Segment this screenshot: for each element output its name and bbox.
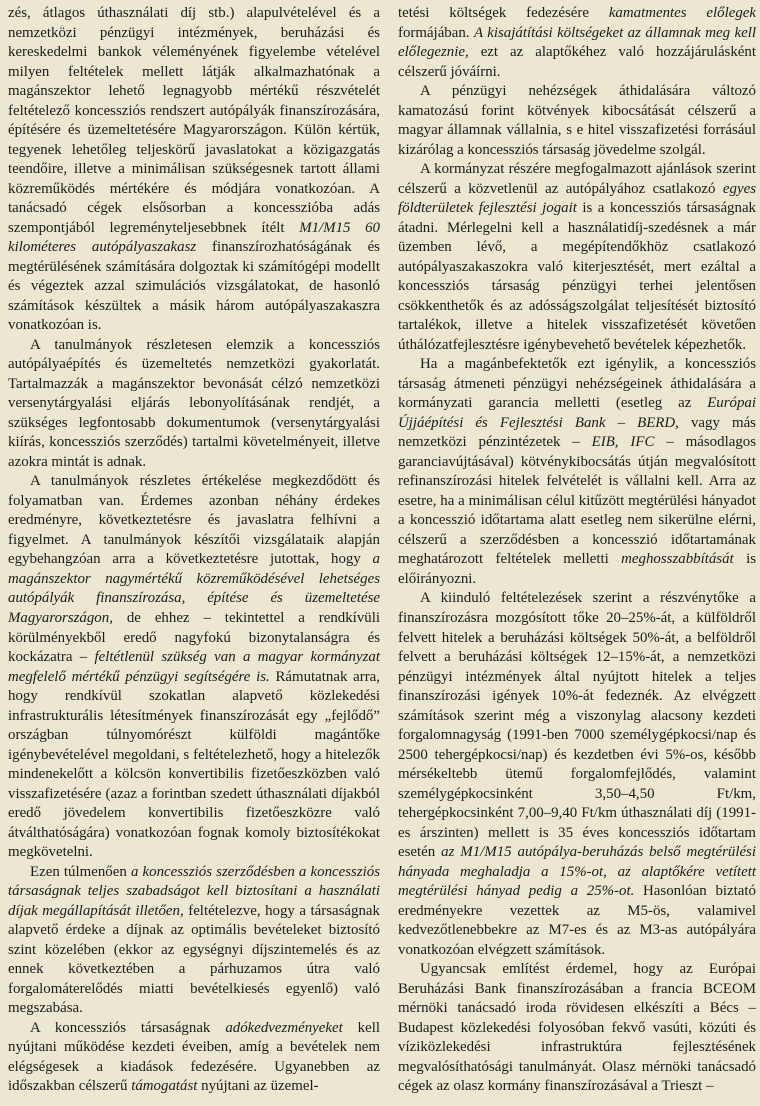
emphasized-text: adókedvezményeket [225, 1019, 343, 1036]
body-text: finanszírozhatóságának és megtérülésének számítására dolgoztak ki számítógépi modellt és végeztek azzal szimulációs vizsgálatokat, de hasonló számítások készültek a másik három autópályaszakaszra vonatkozóan is. [8, 239, 380, 334]
body-text: kell nyújtani működése kezdeti éveiben, amíg a bevételek nem elégségesek a kiadások fedezésére. Ugyanebben az időszakban célszerű [8, 1019, 380, 1095]
emphasized-text: feltétlenül szükség van a magyar kormányzat megfelelő mértékű pénzügyi segítségére is. [8, 649, 380, 685]
body-text: ezt az alaptőkéhez való hozzájárulásként célszerű jóváírni. [398, 44, 756, 80]
body-text: A tanulmányok részletesen elemzik a koncessziós autópályaépítés és üzemeltetés nemzetközi gyakorlatát. Tartalmazzák a magánszektor bevonását célzó nemzetközi versenytárgyalási eljárás lebonyolításának rendjét, a szükséges legfontosabb dokumentumok (versenytárgyalási kiírás, koncessziós szerződés) tartalmi követelményeit, illetve azokra mintát is adnak. [8, 336, 380, 470]
body-text: tetési költségek fedezésére [398, 5, 609, 21]
body-text: formájában. [398, 24, 474, 41]
body-text: A kormányzat részére megfogalmazott ajánlások szerint célszerű a közvetlenül az autópályához csatlakozó [398, 161, 756, 197]
emphasized-text: kamatmentes előlegek [608, 5, 756, 21]
emphasized-text: egyes földterületek fejlesztési jogait [398, 180, 756, 217]
body-text: Hasonlóan biztató eredményekre vezettek az M5-ös, valamivel kedvezőtlenebbekre az M7-es és az M3-as autópályára vonatkozóan elvégzett számítások. [398, 883, 756, 958]
emphasized-text: támogatást [131, 1078, 198, 1095]
body-text: , vagy más nemzetközi pénzintézetek – [398, 414, 756, 451]
body-text: Ugyancsak említést érdemel, hogy az Európai Beruházási Bank finanszírozásában a francia BCEOM mérnöki tanácsadó iroda rövidesen elkészíti a Bécs – Budapest közlekedési folyosóban fekvő vasúti, közúti és víziközlekedési infrastruktúra fejlesztésének megvalósíthatósági tanulmányát. Olasz mérnöki tanácsadó cégek az olasz kormány finanszírozásával a Trieszt – [398, 961, 756, 1095]
body-text: zés, átlagos úthasználati díj stb.) alapulvételével és a nemzetközi pénzügyi intézmények, beruházási és kereskedelmi bankok véleményének figyelembe vételével milyen feltételek mellett látják alkalmazhatónak a magánszektor lehető legnagyobb mértékű részvételét feltételező koncessziós rendszert autópályák finanszírozására, építésére és üzemeltetésére Magyarországon. Külön kértük, tegyenek lehetőleg teljeskörű javaslatokat a közigazgatás teendőire, illetve a minimálisan szükségesnek tartott állami közreműködés mértékére és módjára vonatkozóan. A tanácsadó cégek elsősorban a koncesszióba adás szempontjából legreményteljesebbnek ítélt [8, 5, 380, 236]
emphasized-text: A kisajátítási költségeket az államnak meg kell előlegeznie, [398, 24, 756, 61]
body-text: A koncessziós társaságnak [30, 1019, 226, 1036]
body-text: A kiinduló feltételezések szerint a részvénytőke a finanszírozásra mozgósított tőke 20–25%-át, a külföldről felvett hitelek a beruházási költségek 50%-át, a belföldről felvett a beruházási költségek 12–15%-át, a nemzetközi pénzügyi intézmények által nyújtott hitelek a teljes finanszírozási igények 10%-át fedeznék. Az elvégzett számítások szerint még a viszonylag alacsony kezdeti forgalomnagyság (1991-ben 7000 személygépkocsi/nap és 2500 tehergépkocsi/nap) és kezdetben évi 5%-os, később mérsékeltebb ütemű forgalomfejlődés, valamint személygépkocsinként 3,50–4,50 Ft/km, tehergépkocsinként 7,00–9,40 Ft/km úthasználati díj (1991-es árszinten) mellett is 35 éves koncessziós időtartam esetén [398, 590, 756, 861]
emphasized-text: az M1/M15 autópálya-beruházás belső megtérülési hányada meghaladja a 15%-ot, az alaptőkére vetített megtérülési hányad pedig a 25%-ot. [398, 844, 756, 900]
paragraph [398, 4, 756, 82]
body-text: de ehhez – tekintettel a rendkívüli körülményekből eredő nagyfokú bizonytalanságra és kockázatra – [8, 609, 380, 666]
paragraph [8, 1019, 380, 1097]
emphasized-text: a magánszektor nagymértékű közreműködésével lehetséges autópályák finanszírozása, építése és üzemeltetése Magyarországon, [8, 551, 380, 626]
paragraph [398, 589, 756, 960]
emphasized-text: meghosszabbítását [621, 551, 734, 568]
left-column [8, 4, 380, 1097]
body-text: is a koncessziós társaságnak átadni. Mérlegelni kell a használatidíj-szedésnek a már üzemben lévő, a megépítendőkhöz csatlakozó autópályaszakaszokra való kiterjesztését, mert ezáltal a koncessziós társaság pénzügyi terhei jelentősen csökkenthetők és az adósságszolgálat teljesítését biztosító tartalékok, illetve a hitelek visszafizetését követően úthálózatfejlesztésre igénybevehető bevételek képezhetők. [398, 200, 756, 353]
emphasized-text: M1/M15 60 kilométeres autópályaszakasz [8, 219, 380, 256]
paragraph [8, 472, 380, 862]
body-text: feltételezve, hogy a társaságnak alapvető érdeke a díjnak az optimális bevételeket biztosító szint közelében (ekkor az egységnyi díjszintemelés és az ennek következtében a párhuzamos útra való forgalomáterelődés miatti bevételkiesés egyenlő) való megszabása. [8, 902, 380, 1017]
body-text: nyújtani az üzemel- [197, 1078, 319, 1095]
paragraph [398, 355, 756, 589]
body-text: – másodlagos garanciavújtásával) kötvénykibocsátás útján megvalósított refinanszírozási hitelek felvételét is vállalni kell. Arra az esetre, ha a minimálisan célul kitűzött megtérülési hányadot a koncesszió időtartama alatt esetleg nem sikerülne elérni, célszerű a szerződésben a koncesszió időtartamának meghatározott feltételek melletti [398, 434, 757, 568]
emphasized-text: Európai Újjáépítési és Fejlesztési Bank – BERD [398, 395, 756, 431]
paragraph [398, 960, 756, 1097]
paragraph [398, 160, 756, 355]
paragraph [8, 863, 380, 1019]
body-text: A tanulmányok részletes értékelése megkezdődött és folyamatban van. Érdemes azonban néhány érdekes eredményre, következtetésre és javaslatra felhívni a figyelmet. A tanulmányok készítői vizsgálataik alapján egybehangzóan arra a következtetésre jutottak, hogy [8, 473, 380, 568]
paragraph [398, 82, 756, 160]
body-text: is előirányozni. [398, 551, 757, 587]
emphasized-text: a koncessziós szerződésben a koncessziós társaságnak teljes szabadságot kell biztosítani a használati díjak megállapítását illetően, [8, 863, 381, 919]
body-text: Ha a magánbefektetők ezt igénylik, a koncessziós társaság átmeneti pénzügyi nehézségeinek áthidalására a kormányzati garancia melletti (esetleg az [398, 356, 756, 412]
body-text: A pénzügyi nehézségek áthidalására változó kamatozású forint kötvények kibocsátását célszerű a magyar államnak vállalnia, s e hitel visszafizetési forrásául kizárólag a koncessziós társaság jövedelme szolgál. [398, 83, 756, 158]
emphasized-text: EIB, IFC [591, 434, 655, 451]
right-column [398, 4, 756, 1097]
body-text: Ezen túlmenően [30, 863, 131, 880]
paragraph [8, 4, 380, 336]
paragraph [8, 336, 380, 473]
body-text: Rámutatnak arra, hogy rendkívül szokatlan alapvető közlekedési infrastrukturális létesítmények finanszírozását egy „fejlődő” országban túlnyomórészt külföldi magántőke igénybevételével megoldani, s feltételezhető, hogy a hitelezők mindenekelőtt a kölcsön konvertibilis fizetőeszközben való visszafizetésére (azaz a forintban szedett úthasználati díjakból eredő jövedelem konvertibilis fizetőeszközre való átválthatóságára) vonatkozóan fognak komoly biztosítékokat megkövetelni. [8, 668, 380, 861]
